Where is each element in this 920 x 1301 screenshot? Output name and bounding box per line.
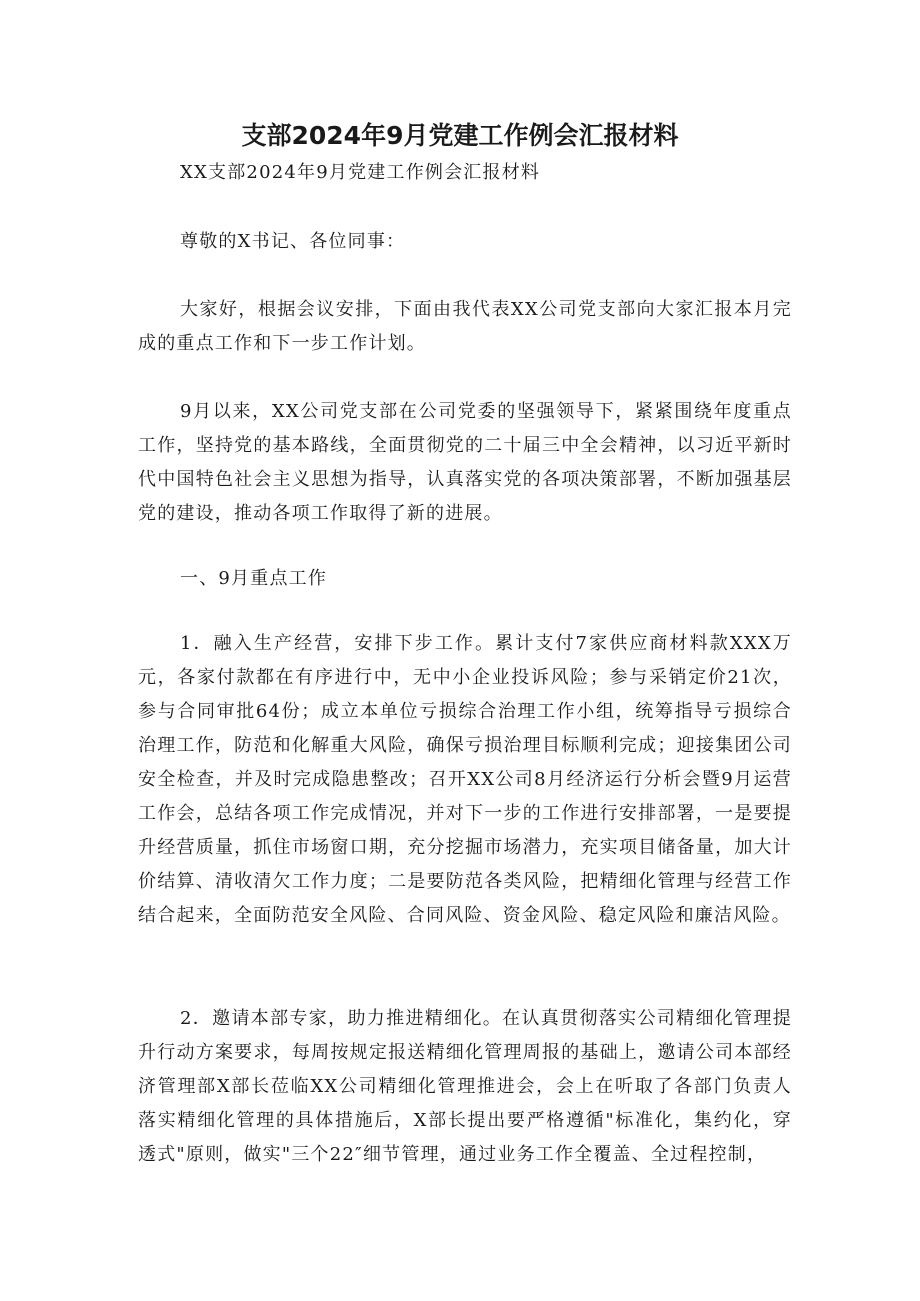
document-title: 支部2024年9月党建工作例会汇报材料: [241, 121, 679, 150]
section-heading-1: 一、9月重点工作: [180, 568, 328, 589]
overview-paragraph: 9月以来，XX公司党支部在公司党委的坚强领导下，紧紧围绕年度重点工作，坚持党的基本路线，全面贯彻党的二十届三中全会精神，以习近平新时代中国特色社会主义思想为指导，认真落实党的各项决策部署，不断加强基层党的建设，推动各项工作取得了新的进展。: [138, 401, 792, 524]
intro-paragraph: 大家好，根据会议安排，下面由我代表XX公司党支部向大家汇报本月完成的重点工作和下一步工作计划。: [138, 299, 792, 354]
work-item-2: 2．邀请本部专家，助力推进精细化。在认真贯彻落实公司精细化管理提升行动方案要求，每周按规定报送精细化管理周报的基础上，邀请公司本部经济管理部X部长莅临XX公司精细化管理推进会，会上在听取了各部门负责人落实精细化管理的具体措施后，X部长提出要严格遵循"标准化，集约化，穿透式"原则，做实"三个22″细节管理，通过业务工作全覆盖、全过程控制，: [138, 1008, 792, 1165]
document-subtitle: XX支部2024年9月党建工作例会汇报材料: [180, 162, 541, 183]
work-item-1: 1．融入生产经营，安排下步工作。累计支付7家供应商材料款XXX万元，各家付款都在有序进行中，无中小企业投诉风险；参与采销定价21次，参与合同审批64份；成立本单位亏损综合治理工作小组，统筹指导亏损综合治理工作，防范和化解重大风险，确保亏损治理目标顺利完成；迎接集团公司安全检查，并及时完成隐患整改；召开XX公司8月经济运行分析会暨9月运营工作会，总结各项工作完成情况，并对下一步的工作进行安排部署，一是要提升经营质量，抓住市场窗口期，充分挖掘市场潜力，充实项目储备量，加大计价结算、清收清欠工作力度；二是要防范各类风险，把精细化管理与经营工作结合起来，全面防范安全风险、合同风险、资金风险、稳定风险和廉洁风险。: [138, 633, 792, 926]
salutation: 尊敬的X书记、各位同事：: [180, 231, 406, 252]
